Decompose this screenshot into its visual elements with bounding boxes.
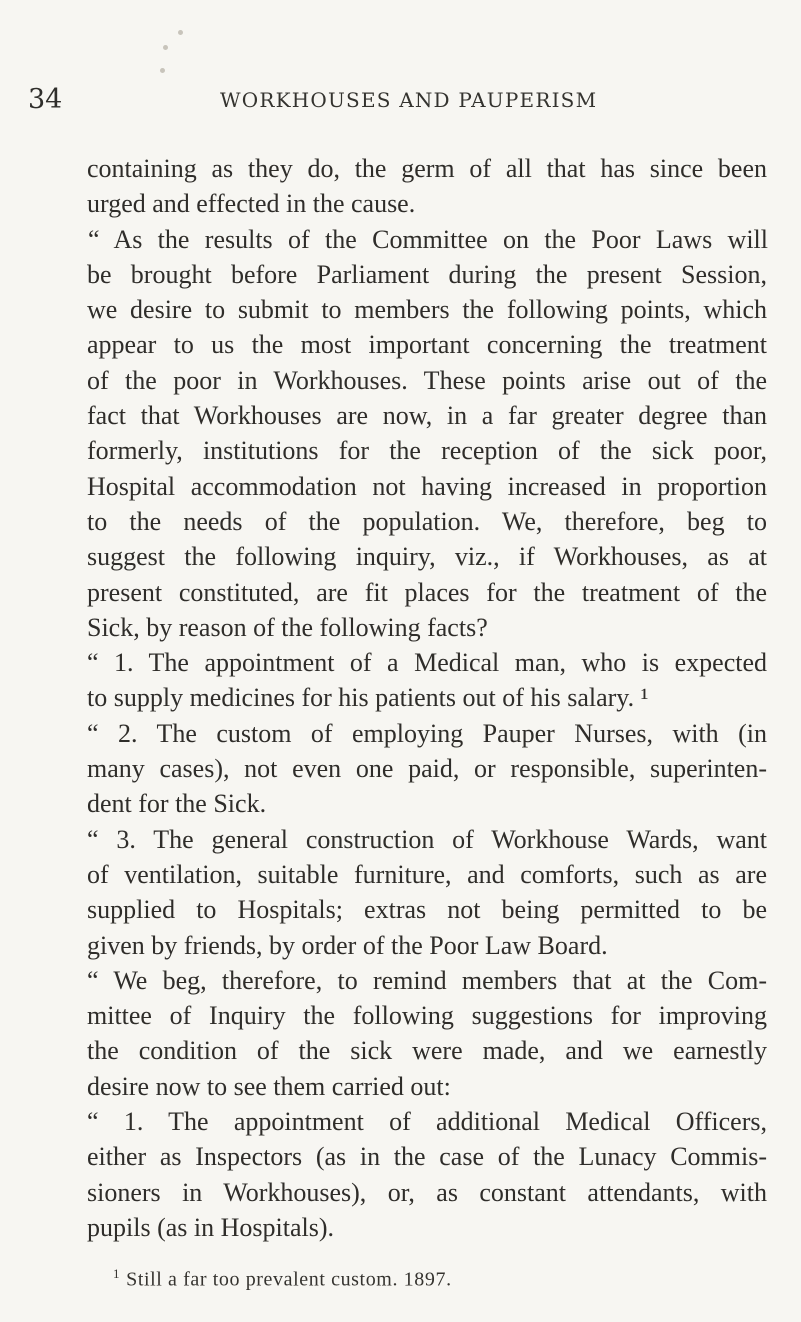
- text-line: formerly, institutions for the reception of the sick poor,: [87, 436, 767, 466]
- text-line: Sick, by reason of the following facts?: [87, 612, 488, 642]
- text-line: given by friends, by order of the Poor Law Board.: [87, 930, 608, 960]
- text-line: desire now to see them carried out:: [87, 1071, 451, 1101]
- paper-speck: [160, 68, 165, 73]
- text-line: sioners in Workhouses), or, as constant attendants, with: [87, 1177, 767, 1207]
- text-line: “ 1. The appointment of additional Medical Officers,: [87, 1107, 767, 1137]
- running-head: WORKHOUSES AND PAUPERISM: [220, 88, 598, 112]
- footnote-text: Still a far too prevalent custom. 1897.: [126, 1268, 452, 1291]
- text-line: “ 2. The custom of employing Pauper Nurses, with (in: [87, 718, 767, 748]
- paper-speck: [163, 45, 168, 50]
- body-text: [87, 151, 797, 1245]
- text-line: of ventilation, suitable furniture, and comforts, such as are: [87, 859, 767, 889]
- text-line: “ 1. The appointment of a Medical man, who is expected: [87, 648, 767, 678]
- text-line: containing as they do, the germ of all that has since been: [87, 154, 767, 183]
- text-line: be brought before Parliament during the present Session,: [87, 259, 767, 289]
- text-line: supplied to Hospitals; extras not being permitted to be: [87, 895, 767, 925]
- text-line: Hospital accommodation not having increased in proportion: [87, 471, 767, 501]
- text-line: we desire to submit to members the following points, which: [87, 295, 767, 325]
- text-line: “ We beg, therefore, to remind members that at the Com-: [87, 965, 767, 995]
- footnote-mark: 1: [113, 1266, 121, 1281]
- text-line: to the needs of the population. We, therefore, beg to: [87, 506, 767, 536]
- text-line: pupils (as in Hospitals).: [87, 1212, 334, 1242]
- text-line: the condition of the sick were made, and we earnestly: [87, 1036, 767, 1066]
- text-line: “ 3. The general construction of Workhouse Wards, want: [87, 824, 767, 854]
- page-header: [0, 84, 801, 124]
- text-line: mittee of Inquiry the following suggestions for improving: [87, 1001, 767, 1031]
- text-line: urged and effected in the cause.: [87, 189, 416, 219]
- text-line: of the poor in Workhouses. These points arise out of the: [87, 365, 767, 395]
- text-line: suggest the following inquiry, viz., if Workhouses, as at: [87, 542, 767, 572]
- footnote: [113, 1266, 452, 1292]
- text-line: fact that Workhouses are now, in a far greater degree than: [87, 401, 767, 431]
- text-line: present constituted, are fit places for the treatment of the: [87, 577, 767, 607]
- text-line: many cases), not even one paid, or responsible, superinten-: [87, 754, 767, 784]
- text-line: either as Inspectors (as in the case of the Lunacy Commis-: [87, 1142, 767, 1172]
- paper-speck: [178, 30, 183, 35]
- page-number: 34: [28, 84, 63, 115]
- text-line: “ As the results of the Committee on the Poor Laws will: [88, 224, 768, 254]
- text-line: to supply medicines for his patients out of his salary. ¹: [87, 683, 649, 713]
- text-line: dent for the Sick.: [87, 789, 267, 819]
- text-line: appear to us the most important concerning the treatment: [87, 330, 767, 360]
